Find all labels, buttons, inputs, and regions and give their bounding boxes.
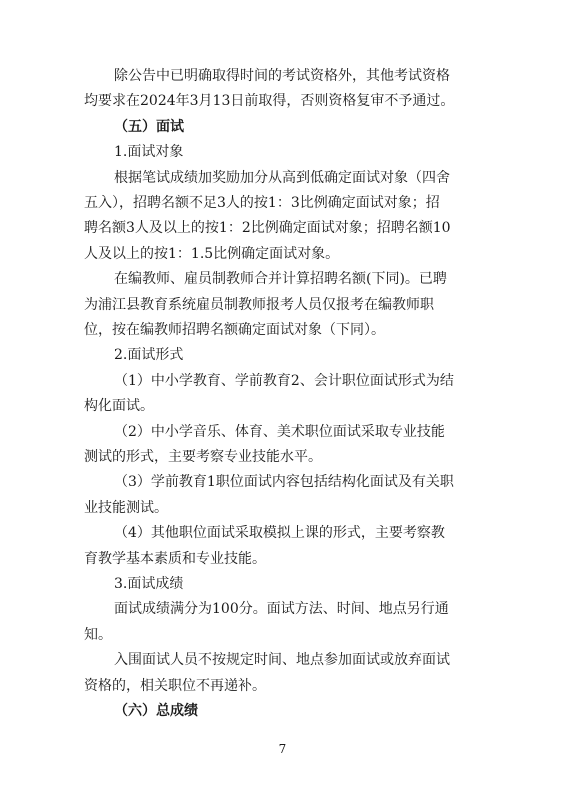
paragraph-line: 知。 <box>84 626 112 643</box>
list-item-line: 业技能测试。 <box>84 499 168 516</box>
list-item-line: （1）中小学教育、学前教育2、会计职位面试形式为结 <box>114 372 454 389</box>
paragraph-line: 除公告中已明确取得时间的考试资格外，其他考试资格 <box>114 68 450 84</box>
paragraph-line: 位，按在编教师招聘名额确定面试对象（下同）。 <box>84 322 385 338</box>
paragraph-line: 聘名额3人及以上的按1：2比例确定面试对象；招聘名额10 <box>84 220 451 237</box>
paragraph-line: 为浦江县教育系统雇员制教师报考人员仅报考在编教师职 <box>84 296 434 313</box>
list-item-line: 构化面试。 <box>84 398 154 415</box>
page-number: 7 <box>278 742 287 756</box>
paragraph-line: 面试成绩满分为100分。面试方法、时间、地点另行通 <box>114 601 449 618</box>
list-item-line: （3）学前教育1职位面试内容包括结构化面试及有关职 <box>114 474 454 491</box>
list-item-line: （2）中小学音乐、体育、美术职位面试采取专业技能 <box>114 423 445 440</box>
paragraph-line: 在编教师、雇员制教师合并计算招聘名额(下同)。已聘 <box>114 271 447 288</box>
section-heading: （六）总成绩 <box>114 703 198 719</box>
list-item-line: （4）其他职位面试采取模拟上课的形式，主要考察教 <box>114 525 445 542</box>
list-item-line: 测试的形式，主要考察专业技能水平。 <box>84 449 322 465</box>
subsection-heading: 1.面试对象 <box>114 144 184 161</box>
subsection-heading: 3.面试成绩 <box>114 576 184 592</box>
paragraph-line: 五入），招聘名额不足3人的按1：3比例确定面试对象；招 <box>84 195 440 211</box>
list-item-line: 育教学基本素质和专业技能。 <box>84 550 266 567</box>
paragraph-line: 入围面试人员不按规定时间、地点参加面试或放弃面试 <box>114 652 450 669</box>
paragraph-line: 均要求在2024年3月13日前取得，否则资格复审不予通过。 <box>84 93 455 110</box>
section-heading: （五）面试 <box>114 118 184 135</box>
paragraph-line: 根据笔试成绩加奖励加分从高到低确定面试对象（四舍 <box>114 169 450 186</box>
subsection-heading: 2.面试形式 <box>114 347 184 364</box>
paragraph-line: 资格的，相关职位不再递补。 <box>84 677 266 694</box>
paragraph-line: 人及以上的按1：1.5比例确定面试对象。 <box>84 245 340 262</box>
